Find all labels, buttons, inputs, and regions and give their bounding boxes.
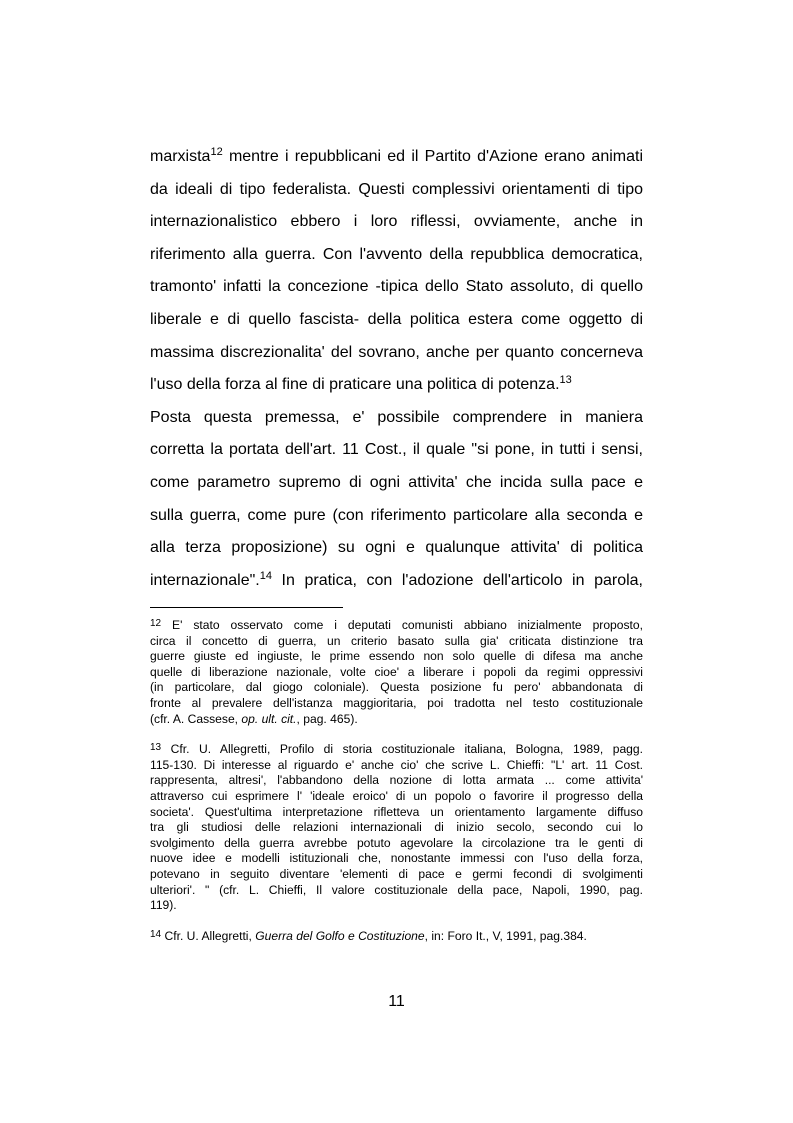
footnote-13 [150, 742, 643, 914]
footnote-line: societa'. Quest'ultima interpretazione rifletteva un orientamento largamente diffuso [150, 804, 643, 819]
main-paragraphs [150, 141, 643, 597]
footnote-line: quelle di liberazione nazionale, volte cioe' a liberare i popoli da regimi oppressivi [150, 664, 643, 679]
body-line: internazionale".$^{14}$ In pratica, con l'adozione dell'articolo in parola, [150, 569, 643, 589]
body-line: liberale e di quello fascista- della politica estera come oggetto di [150, 310, 643, 328]
footnote-12 [150, 618, 643, 727]
footnote-ref-13[interactable]: 13 [559, 374, 572, 387]
body-line: tramonto' infatti la concezione -tipica dello Stato assoluto, di quello [150, 278, 643, 296]
footnote-number: 14 [150, 928, 162, 940]
body-line: Posta questa premessa, e' possibile comprendere in maniera [150, 408, 643, 426]
page-number: 11 [388, 993, 405, 1010]
footnote-line: fronte al prevalere dell'istanza maggioritaria, poi tradotta nel testo costituzionale [150, 695, 643, 710]
footnote-line: rappresenta, altresi', l'abbandono della nozione di lotta armata ... come attivita' [150, 773, 643, 788]
body-line: sulla guerra, come pure (con riferimento particolare alla seconda e [150, 506, 643, 524]
footnote-ref-14[interactable]: 14 [259, 569, 272, 582]
footnote-14 [150, 929, 643, 945]
citation-italic: op. ult. cit. [241, 711, 297, 726]
footnotes [150, 618, 643, 959]
footnote-line: potevano in seguito diventare 'elementi di pace e germi fecondi di svolgimenti [150, 866, 643, 881]
footnote-line: $^{14}$ Cfr. U. Allegretti, Guerra del Golfo e Costituzione, in: Foro It., V, 1991, pag.384. [150, 928, 587, 943]
footnote-line: tra gli studiosi delle relazioni internazionali di inizio secolo, secondo cui lo [150, 820, 643, 835]
footnote-line: $^{12}$ E' stato osservato come i deputati comunisti abbiano inizialmente proposto, [150, 618, 643, 632]
body-line: l'uso della forza al fine di praticare una politica di potenza.$^{13}$ [150, 374, 572, 394]
footnote-number: 13 [150, 742, 162, 754]
body-text-block [150, 141, 643, 597]
body-line: da ideali di tipo federalista. Questi complessivi orientamenti di tipo [150, 180, 643, 198]
footnote-separator [150, 607, 343, 608]
footnote-line: 119). [150, 898, 177, 913]
body-line: internazionalistico ebbero i loro riflessi, ovviamente, anche in [150, 213, 643, 231]
body-line: massima discrezionalita' del sovrano, anche per quanto concerneva [150, 343, 643, 361]
footnote-line: (in particolare, dal giogo coloniale). Questa posizione fu pero' abbandonata di [150, 680, 643, 695]
body-line: marxista$^{12}$ mentre i repubblicani ed il Partito d'Azione erano animati [150, 146, 643, 165]
footnote-line: guerre giuste ed ingiuste, le prime essendo non solo quelle di difesa ma anche [150, 649, 643, 664]
footnote-line: attraverso cui esprimere l' 'ideale eroico' di un popolo o favorire il progresso della [150, 788, 643, 803]
body-line: corretta la portata dell'art. 11 Cost., il quale "si pone, in tutti i sensi, [150, 441, 643, 459]
footnote-line: svolgimento della guerra avrebbe potuto agevolare la circolazione tra le genti di [150, 835, 643, 850]
footnote-line: $^{13}$ Cfr. U. Allegretti, Profilo di storia costituzionale italiana, Bologna, 1989, pagg. [150, 742, 643, 757]
footnote-line: ulteriori'. " (cfr. L. Chieffi, Il valore costituzionale della pace, Napoli, 1990, pag. [150, 882, 643, 897]
footnote-line: (cfr. A. Cassese, op. ult. cit., pag. 465). [150, 711, 358, 726]
footnote-line: nuove idee e modelli istituzionali che, nonostante immessi con l'uso della forza, [150, 851, 643, 866]
footnote-number: 12 [150, 618, 162, 629]
footnote-line: circa il concetto di guerra, un criterio basato sulla gia' criticata distinzione tra [150, 633, 643, 648]
footnote-ref-12[interactable]: 12 [210, 146, 223, 158]
citation-italic: Guerra del Golfo e Costituzione [255, 928, 425, 943]
body-line: alla terza proposizione) su ogni e qualunque attivita' di politica [150, 539, 643, 557]
body-line: come parametro supremo di ogni attivita' che incida sulla pace e [150, 473, 643, 491]
body-line: riferimento alla guerra. Con l'avvento della repubblica democratica, [150, 245, 643, 263]
footnote-line: 115-130. Di interesse al riguardo e' anche cio' che scrive L. Chieffi: "L' art. 11 Cost. [150, 757, 643, 772]
